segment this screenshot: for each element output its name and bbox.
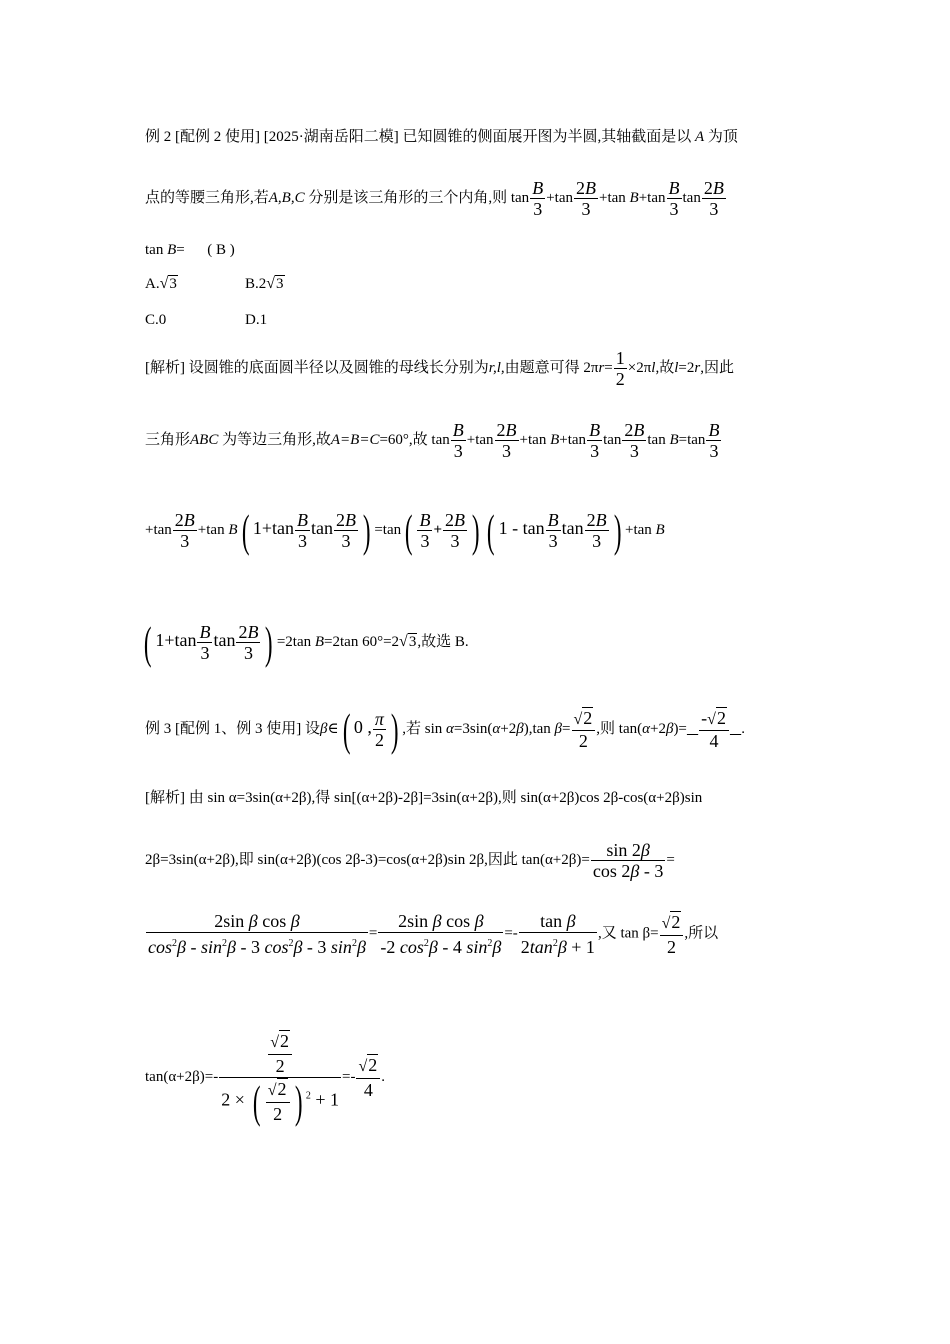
ex2-line1: 例 2 [配例 2 使用] [2025·湖南岳阳二模] 已知圆锥的侧面展开图为半圆,其轴截面是以 A 为顶 — [145, 129, 738, 145]
sol2-line1: [解析] 设圆锥的底面圆半径以及圆锥的母线长分别为r,l,由题意可得 2πr= $\frac{1}{2}$ ×2πl,故l=2r,因此 — [145, 348, 734, 389]
ex2-options-cd: C.0 D.1 — [145, 312, 268, 328]
sol2-line2: 三角形ABC 为等边三角形,故A=B=C=60°,故 tan $\frac{B}{3}$ +tan $\frac{2B}{3}$ +tan B+tan $\frac{B}{3}$ tan $\frac{2B}{3}$ tan B=tan $\frac{B}{3}$ — [145, 420, 720, 461]
sol3-line3: $\frac{\text{2sin β cos β}}{\cos^2\beta - \sin^2\beta - 3 \cos^2\beta - 3 \sin^2\beta}$ = $\frac{\text{2sin β cos β}}{-2 \cos^2\beta - 4 \sin^2\beta}$ =- $\frac{\text{tan β}}{2\tan^2\beta + 1}$ ,又 tan β= $\frac{√2}{2}$ ,所以 — [148, 911, 719, 957]
sol2-line4: ( 1+tan $\frac{B}{3}$ tan $\frac{2B}{3}$ ) =2tan B=2tan 60°=2√3,故选 B. — [143, 616, 469, 668]
sol2-line3: +tan $\frac{2B}{3}$ +tan B( 1+tan $\frac{B}{3}$ tan $\frac{2B}{3}$ ) =tan( $\frac{B}{3}$ + $\frac{2B}{3}$ ) ( 1 - tan $\frac{B}{3}$ tan $\frac{2B}{3}$ ) +tan B — [145, 504, 665, 556]
ex2-line2: 点的等腰三角形,若A,B,C 分别是该三角形的三个内角,则 tan $\frac{B}{3}$ +tan $\frac{2B}{3}$ +tan B+tan $\frac{B}{3}$ tan $\frac{2B}{3}$ — [145, 178, 724, 219]
ex2-options-ab: A.√3 B.2√3 — [145, 275, 284, 292]
ex3-line: 例 3 [配例 1、例 3 使用] 设β∈( 0 , $\frac{\pi}{2}$ ) ,若 sin α=3sin(α+2β),tan β= $\frac{√2}{2}$ ,则 tan(α+2β)= $\frac{-√2}{4}$ . — [145, 703, 745, 755]
sol3-line4: tan(α+2β)=- $\frac{√2}{2}$ 2 × ( $\frac{√2}{2}$ ) $^2$ + 1 =- $\frac{√2}{4}$ . — [145, 1031, 385, 1127]
ex2-line3: tan B= ( B ) — [145, 242, 235, 258]
sol3-line1: [解析] 由 sin α=3sin(α+2β),得 sin[(α+2β)-2β]=3sin(α+2β),则 sin(α+2β)cos 2β-cos(α+2β)sin — [145, 790, 703, 806]
sol3-line2: 2β=3sin(α+2β),即 sin(α+2β)(cos 2β-3)=cos(α+2β)sin 2β,因此 tan(α+2β)= $\frac{\sin 2\beta}{\cos 2\beta - 3}$ = — [145, 840, 675, 881]
